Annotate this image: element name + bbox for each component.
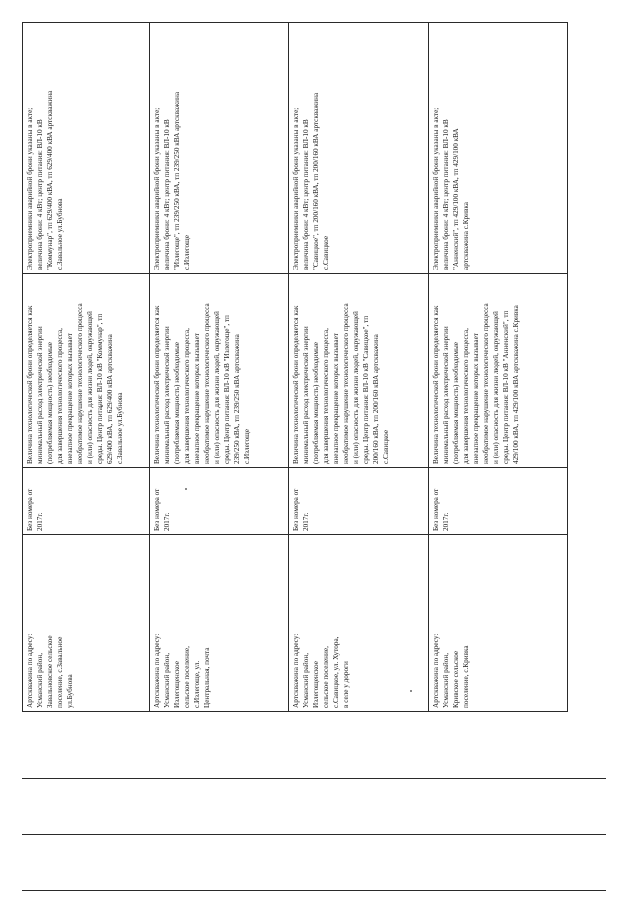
column-divider-address-number xyxy=(22,534,568,535)
row-3-address: Артскважина по адресу: Усманский район, Излегощенское сельское поселение, с.Савицкое, ул. Хутора, в селе у дороги xyxy=(292,633,350,708)
table-border-left xyxy=(22,22,23,711)
table-border-bottom xyxy=(22,711,568,712)
row-1-number: Без номера от 2017г. xyxy=(26,488,44,531)
row-3-technological-reserve: Величина технологической брони определяется как минимальный расход электрической энергии (потребляемая мощность) необходимые для завершения технологического процесса, внезапное прекращение которых вызывает необратимое нарушение технологического процесса и (или) опасность для жизни людей, окружающей среды. Центр питания: ВЛ-10 кВ "Савицкое", тп 200/160 кВА, тп 200/160 кВА артскважина с.Савицкое xyxy=(292,303,390,464)
table-border-right xyxy=(567,22,568,711)
row-3-number: Без номера от 2017г. xyxy=(292,488,310,531)
row-1-address: Артскважина по адресу: Усманский район, Завальновское сельское поселение, с.Завальное ул.Бубнова xyxy=(26,633,74,708)
row-divider-3 xyxy=(428,22,429,711)
table-border-top xyxy=(22,22,568,23)
blank-line-2 xyxy=(22,834,606,835)
row-divider-2 xyxy=(288,22,289,711)
column-divider-number-tech xyxy=(22,467,568,468)
row-2-address: Артскважина по адресу: Усманский район, Излегощенское сельское поселение, с.Излегоще, ул. Центральная, почта xyxy=(153,633,211,708)
row-1-technological-reserve: Величина технологической брони определяется как минимальный расход электрической энергии (потребляемая мощность) необходимые для завершения технологического процесса, внезапное прекращение которых вызывает необратимое нарушение технологического процесса и (или) опасность для жизни людей, окружающей среды. Центр питания: ВЛ-10 кВ "Коммунар", тп 629/400 кВА, тп 629/400 кВА артскважина с.Завальное ул.Бубнова xyxy=(26,303,124,464)
row-4-number: Без номера от 2017г. xyxy=(432,488,450,531)
row-2-technological-reserve: Величина технологической брони определяется как минимальный расход электрической энергии (потребляемая мощность) необходимые для завершения технологического процесса, внезапное прекращение которых вызывает необратимое нарушение технологического процесса и (или) опасность для жизни людей, окружающей среды. Центр питания: ВЛ-10 кВ "Излегоще", тп 239/250 кВА, тп 239/250 кВА артскважина с.Излегоще xyxy=(153,303,251,464)
blank-line-1 xyxy=(22,778,606,779)
row-2-emergency-reserve: Электроприемники аварийной брони указаны в акте; величина брони: 4 кВт; центр питания: ВЛ-10 кВ "Излегоще", тп 239/250 кВА, тп 239/250 кВА артскважина с.Излегоще xyxy=(153,91,191,270)
row-divider-1 xyxy=(149,22,150,711)
blank-line-3 xyxy=(22,890,606,891)
row-2-number: Без номера от 2017г. xyxy=(153,488,171,531)
column-divider-tech-emergency xyxy=(22,273,568,274)
row-4-address: Артскважина по адресу: Усманский район, Кривское сельское поселение, с.Кривка xyxy=(432,633,470,708)
row-3-emergency-reserve: Электроприемники аварийной брони указаны в акте; величина брони: 4 кВт; центр питания: ВЛ-10 кВ "Савицкое", тп 200/160 кВА, тп 200/160 кВА артскважина с.Савицкое xyxy=(292,92,330,270)
row-1-emergency-reserve: Электроприемники аварийной брони указаны в акте; величина брони: 4 кВт; центр питания: ВЛ-10 кВ "Коммунар", тп 629/400 кВА, тп 629/400 кВА артскважина с.Завальное ул.Бубнова xyxy=(26,90,64,270)
row-4-emergency-reserve: Электроприемники аварийной брони указаны в акте; величина брони: 4 кВт; центр питания: ВЛ-10 кВ "Анненский", тп 429/100 кВА, тп 429/100 кВА артскважина с.Кривка xyxy=(432,107,470,270)
row-4-technological-reserve: Величина технологической брони определяется как минимальный расход электрической энергии (потребляемая мощность) необходимые для завершения технологического процесса, внезапное прекращение которых вызывает необратимое нарушение технологического процесса и (или) опасность для жизни людей, окружающей среды. Центр питания: ВЛ-10 кВ "Анненский", тп 429/100 кВА, тп 429/100 кВА артскважина с.Кривка xyxy=(432,303,520,464)
